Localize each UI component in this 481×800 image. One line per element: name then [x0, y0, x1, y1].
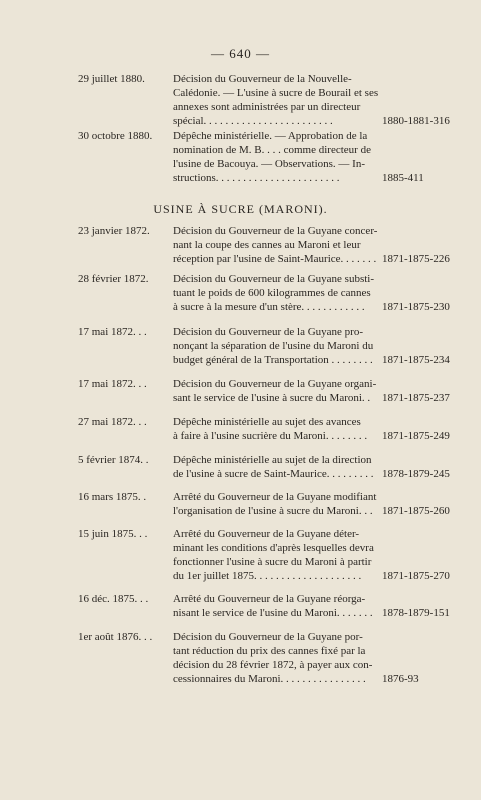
section-heading: USINE À SUCRE (MARONI). — [153, 202, 328, 216]
entry-date: 17 mai 1872. . . — [78, 326, 147, 338]
entry-line: tant réduction du prix des cannes fixé par la — [173, 645, 366, 657]
entry-line: du 1er juillet 1875. . . . . . . . . . . . . . . . . . . . — [173, 570, 362, 582]
entry-line: Calédonie. — L'usine à sucre de Bourail et ses — [173, 87, 379, 99]
entry-reference: 1871-1875-260 — [382, 505, 450, 517]
entry-reference: 1871-1875-234 — [382, 354, 450, 366]
entry-line: Décision du Gouverneur de la Guyane pro- — [173, 326, 363, 338]
entry-line: Arrêté du Gouverneur de la Guyane déter- — [173, 528, 360, 540]
entry-line: nomination de M. B. . . . comme directeur de — [173, 144, 371, 156]
entry-reference: 1871-1875-237 — [382, 392, 450, 404]
entry-line: spécial. . . . . . . . . . . . . . . . . . . . . . . . — [173, 115, 333, 127]
entry-text — [173, 490, 383, 518]
entry-line: tuant le poids de 600 kilogrammes de cannes — [173, 287, 371, 299]
entry-reference: 1871-1875-230 — [382, 301, 450, 313]
entry-line: nant la coupe des cannes au Maroni et leur — [173, 239, 361, 251]
entry-reference: 1885-411 — [382, 172, 424, 184]
entry-date: 17 mai 1872. . . — [78, 378, 147, 390]
entry-date: 29 juillet 1880. — [78, 73, 145, 85]
entry-text — [173, 272, 383, 314]
entry-date: 23 janvier 1872. — [78, 225, 150, 237]
entry-text — [173, 129, 383, 185]
entry-line: Décision du Gouverneur de la Guyane por- — [173, 631, 363, 643]
entry-line: Décision du Gouverneur de la Guyane organi- — [173, 378, 377, 390]
entry-line: Dépêche ministérielle au sujet de la direction — [173, 454, 372, 466]
entry-line: sant le service de l'usine à sucre du Maroni. . — [173, 392, 371, 404]
entry-line: à sucre à la mesure d'un stère. . . . . . . . . . . . — [173, 301, 365, 313]
entry-line: à faire à l'usine sucrière du Maroni. . . . . . . . — [173, 430, 368, 442]
entry-line: Décision du Gouverneur de la Guyane substi- — [173, 273, 375, 285]
entry-text — [173, 630, 383, 686]
entry-line: minant les conditions d'après lesquelles devra — [173, 542, 374, 554]
entry-line: cessionnaires du Maroni. . . . . . . . . . . . . . . . — [173, 673, 366, 685]
entry-text — [173, 527, 383, 583]
entry-date: 16 mars 1875. . — [78, 491, 147, 503]
entry-date: 28 février 1872. — [78, 273, 149, 285]
entry-reference: 1880-1881-316 — [382, 115, 450, 127]
entry-text — [173, 325, 383, 367]
entry-text — [173, 415, 383, 443]
entry-line: structions. . . . . . . . . . . . . . . . . . . . . . . — [173, 172, 340, 184]
entry-reference: 1871-1875-270 — [382, 570, 450, 582]
entry-line: l'usine de Bacouya. — Observations. — In- — [173, 158, 365, 170]
entry-line: Dépêche ministérielle au sujet des avances — [173, 416, 361, 428]
entry-text — [173, 72, 383, 128]
entry-date: 5 février 1874. . — [78, 454, 149, 466]
entry-line: réception par l'usine de Saint-Maurice. . . . . . . — [173, 253, 377, 265]
entry-reference: 1878-1879-151 — [382, 607, 450, 619]
page-number: — 640 — — [211, 46, 270, 61]
entry-line: Décision du Gouverneur de la Nouvelle- — [173, 73, 352, 85]
entry-line: Arrêté du Gouverneur de la Guyane réorga- — [173, 593, 366, 605]
entry-line: décision du 28 février 1872, à payer aux con- — [173, 659, 373, 671]
entry-date: 27 mai 1872. . . — [78, 416, 147, 428]
entry-line: Arrêté du Gouverneur de la Guyane modifiant — [173, 491, 377, 503]
entry-text — [173, 377, 383, 405]
entry-line: Décision du Gouverneur de la Guyane concer- — [173, 225, 378, 237]
entry-reference: 1871-1875-226 — [382, 253, 450, 265]
entry-line: nonçant la séparation de l'usine du Maroni du — [173, 340, 374, 352]
entry-text — [173, 224, 383, 266]
entry-line: Dépêche ministérielle. — Approbation de la — [173, 130, 368, 142]
entry-line: budget général de la Transportation . . . . . . . . — [173, 354, 373, 366]
entry-line: annexes sont administrées par un directeur — [173, 101, 361, 113]
entry-date: 30 octobre 1880. — [78, 130, 153, 142]
entry-reference: 1878-1879-245 — [382, 468, 450, 480]
entry-line: fonctionner l'usine à sucre du Maroni à partir — [173, 556, 372, 568]
entry-reference: 1876-93 — [382, 673, 419, 685]
entry-reference: 1871-1875-249 — [382, 430, 450, 442]
entry-line: de l'usine à sucre de Saint-Maurice. . . . . . . . . — [173, 468, 374, 480]
entry-line: l'organisation de l'usine à sucre du Maroni. . . — [173, 505, 373, 517]
entry-text — [173, 453, 383, 481]
entry-date: 1er août 1876. . . — [78, 631, 153, 643]
entry-date: 15 juin 1875. . . — [78, 528, 148, 540]
entry-text — [173, 592, 383, 620]
entry-date: 16 déc. 1875. . . — [78, 593, 149, 605]
entry-line: nisant le service de l'usine du Maroni. . . . . . . — [173, 607, 373, 619]
